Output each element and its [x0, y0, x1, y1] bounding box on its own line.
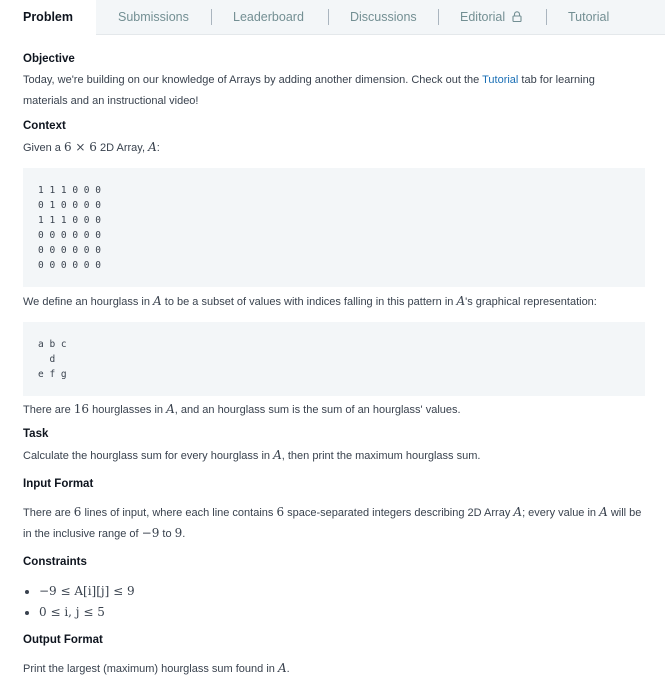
tab-separator	[546, 9, 547, 25]
text: to be a subset of values with indices falling in this pattern in	[161, 296, 457, 308]
tutorial-link[interactable]: Tutorial	[482, 74, 519, 86]
math-var: A	[599, 505, 608, 519]
text: 2D Array,	[96, 142, 149, 154]
text: to	[159, 528, 175, 540]
text: .	[286, 663, 290, 675]
tab-discussions[interactable]: Discussions	[350, 10, 417, 24]
text: 's graphical representation:	[465, 296, 597, 308]
objective-text: tab for learning	[518, 74, 595, 86]
tab-problem[interactable]: Problem	[0, 0, 96, 36]
math-num: −9	[141, 526, 160, 540]
text: .	[182, 528, 186, 540]
math-var: A	[513, 505, 523, 519]
math-var: A	[456, 294, 466, 308]
constraints-heading: Constraints	[23, 556, 87, 568]
tab-submissions[interactable]: Submissions	[118, 10, 189, 24]
constraint-text: 0 ≤ i, j ≤ 5	[39, 605, 105, 619]
tab-separator	[328, 9, 329, 25]
math-var: A	[153, 294, 162, 308]
input-format-line1	[23, 502, 641, 524]
text: ; every value in	[522, 507, 600, 519]
bullet-icon	[25, 590, 29, 594]
lock-icon	[512, 11, 522, 22]
constraint-item	[23, 584, 135, 598]
task-heading: Task	[23, 428, 49, 440]
tab-editorial-label: Editorial	[460, 10, 506, 24]
math-num: 9	[174, 526, 183, 540]
context-heading: Context	[23, 120, 66, 132]
objective-line1	[23, 70, 595, 91]
math-var: A	[148, 140, 157, 154]
array-code: 1 1 1 0 0 0 0 1 0 0 0 0 1 1 1 0 0 0 0 0 0 0 0 0 0 0 0 0 0 0 0 0 0 0 0 0	[38, 185, 101, 271]
objective-line2: materials and an instructional video!	[23, 95, 199, 107]
bullet-icon	[25, 611, 29, 615]
pattern-code-block	[23, 322, 645, 396]
text: There are	[23, 507, 74, 519]
hourglass-count	[23, 399, 461, 421]
tab-tutorial[interactable]: Tutorial	[568, 10, 610, 24]
input-format-heading: Input Format	[23, 478, 94, 490]
input-format-line2	[23, 523, 185, 545]
array-code-block	[23, 168, 645, 287]
text: Given a	[23, 142, 64, 154]
text: :	[156, 142, 160, 154]
constraint-item	[23, 605, 105, 619]
tab-separator	[211, 9, 212, 25]
text: Calculate the hourglass sum for every hourglass in	[23, 450, 274, 462]
text: will be	[607, 507, 642, 519]
text: , then print the maximum hourglass sum.	[281, 450, 481, 462]
text: Print the largest (maximum) hourglass sum found in	[23, 663, 278, 675]
math-num: 6	[73, 505, 82, 519]
tab-bar	[0, 0, 665, 35]
context-given	[23, 137, 160, 159]
text: in the inclusive range of	[23, 528, 142, 540]
text: hourglasses in	[89, 404, 167, 416]
math-num: 16	[73, 402, 90, 416]
text: lines of input, where each line contains	[81, 507, 277, 519]
output-format-text	[23, 658, 290, 680]
pattern-code: a b c d e f g	[38, 339, 67, 380]
objective-heading: Objective	[23, 53, 75, 65]
tab-leaderboard[interactable]: Leaderboard	[233, 10, 304, 24]
tab-editorial[interactable]	[460, 0, 522, 34]
math-num: 6	[276, 505, 285, 519]
math-var: A	[166, 402, 175, 416]
tab-separator	[438, 9, 439, 25]
constraint-text: −9 ≤ A[i][j] ≤ 9	[39, 584, 135, 598]
task-text	[23, 445, 480, 467]
objective-text: Today, we're building on our knowledge of Arrays by adding another dimension. Check out the	[23, 74, 483, 86]
math-dim: 6 × 6	[63, 140, 97, 154]
text: There are	[23, 404, 74, 416]
math-var: A	[277, 661, 287, 675]
hourglass-definition	[23, 291, 597, 313]
math-var: A	[273, 448, 282, 462]
text: space-separated integers describing 2D Array	[284, 507, 514, 519]
text: We define an hourglass in	[23, 296, 154, 308]
output-format-heading: Output Format	[23, 634, 103, 646]
text: , and an hourglass sum is the sum of an hourglass' values.	[174, 404, 461, 416]
